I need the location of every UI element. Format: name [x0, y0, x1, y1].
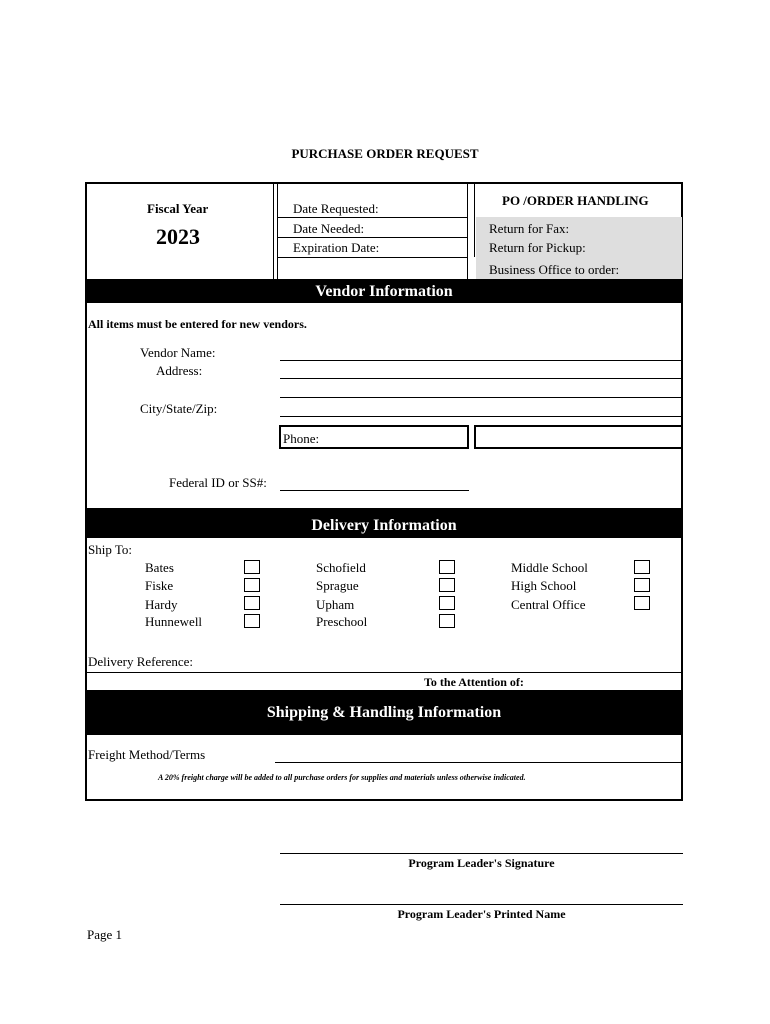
delivery-section-header: Delivery Information — [85, 508, 683, 538]
address-input[interactable] — [280, 378, 682, 379]
field-line — [278, 217, 467, 218]
ship-to-option-label: Schofield — [316, 560, 366, 575]
date-needed-field[interactable]: Date Needed: — [293, 221, 365, 236]
expiration-date-field[interactable]: Expiration Date: — [293, 240, 380, 255]
ship-to-option-label: Fiske — [145, 578, 174, 593]
city-state-zip-label: City/State/Zip: — [140, 401, 218, 416]
signature-line[interactable] — [280, 853, 683, 854]
hunnewell-checkbox[interactable] — [244, 614, 260, 628]
phone-input[interactable] — [279, 425, 469, 449]
divider-line — [277, 183, 278, 279]
return-pickup-option[interactable]: Return for Pickup: — [489, 240, 586, 255]
bates-checkbox[interactable] — [244, 560, 260, 574]
ship-to-option-label: Preschool — [316, 614, 368, 629]
ship-to-option-label: Upham — [316, 597, 355, 612]
signature-label: Program Leader's Signature — [408, 856, 555, 870]
high-school-checkbox[interactable] — [634, 578, 650, 592]
vendor-section-header: Vendor Information — [85, 279, 683, 303]
vendor-note: All items must be entered for new vendors. — [88, 317, 307, 331]
divider-line — [467, 183, 468, 279]
handling-title: PO /ORDER HANDLING — [502, 193, 649, 208]
federal-id-label: Federal ID or SS#: — [169, 475, 267, 490]
delivery-reference-field[interactable]: Delivery Reference: — [88, 654, 194, 669]
vendor-name-input[interactable] — [280, 360, 682, 361]
freight-label: Freight Method/Terms — [88, 747, 206, 762]
ship-to-option-label: Central Office — [511, 597, 586, 612]
date-requested-field[interactable]: Date Requested: — [293, 201, 379, 216]
federal-id-input[interactable] — [280, 490, 469, 491]
fiscal-year-value: 2023 — [156, 224, 200, 249]
attention-field[interactable]: To the Attention of: — [424, 675, 524, 689]
schofield-checkbox[interactable] — [439, 560, 455, 574]
divider-line — [273, 183, 274, 279]
return-fax-option[interactable]: Return for Fax: — [489, 221, 570, 236]
ship-to-label: Ship To: — [88, 542, 133, 557]
printed-name-label: Program Leader's Printed Name — [397, 907, 566, 921]
phone-label: Phone: — [283, 431, 320, 446]
ship-to-option-label: Hardy — [145, 597, 178, 612]
phone-input-2[interactable] — [474, 425, 683, 449]
page-number: Page 1 — [87, 927, 123, 942]
middle-school-checkbox[interactable] — [634, 560, 650, 574]
printed-name-line[interactable] — [280, 904, 683, 905]
upham-checkbox[interactable] — [439, 596, 455, 610]
address-label: Address: — [156, 363, 203, 378]
freight-input[interactable] — [275, 762, 682, 763]
divider-line — [86, 672, 682, 673]
ship-to-option-label: Middle School — [511, 560, 588, 575]
page-title: PURCHASE ORDER REQUEST — [291, 146, 479, 161]
central-office-checkbox[interactable] — [634, 596, 650, 610]
preschool-checkbox[interactable] — [439, 614, 455, 628]
vendor-name-label: Vendor Name: — [140, 345, 216, 360]
field-line — [278, 237, 467, 238]
freight-note: A 20% freight charge will be added to all purchase orders for supplies and materials unless otherwise indicated. — [158, 773, 526, 782]
hardy-checkbox[interactable] — [244, 596, 260, 610]
address-input-2[interactable] — [280, 397, 682, 398]
ship-to-option-label: Hunnewell — [145, 614, 203, 629]
fiske-checkbox[interactable] — [244, 578, 260, 592]
sprague-checkbox[interactable] — [439, 578, 455, 592]
city-state-zip-input[interactable] — [280, 416, 682, 417]
fiscal-year-label: Fiscal Year — [147, 201, 209, 216]
divider-line — [474, 183, 475, 257]
ship-to-option-label: High School — [511, 578, 577, 593]
field-line — [278, 257, 467, 258]
ship-to-option-label: Sprague — [316, 578, 359, 593]
ship-to-option-label: Bates — [145, 560, 174, 575]
shipping-section-header: Shipping & Handling Information — [85, 690, 683, 735]
business-office-option[interactable]: Business Office to order: — [489, 262, 620, 277]
